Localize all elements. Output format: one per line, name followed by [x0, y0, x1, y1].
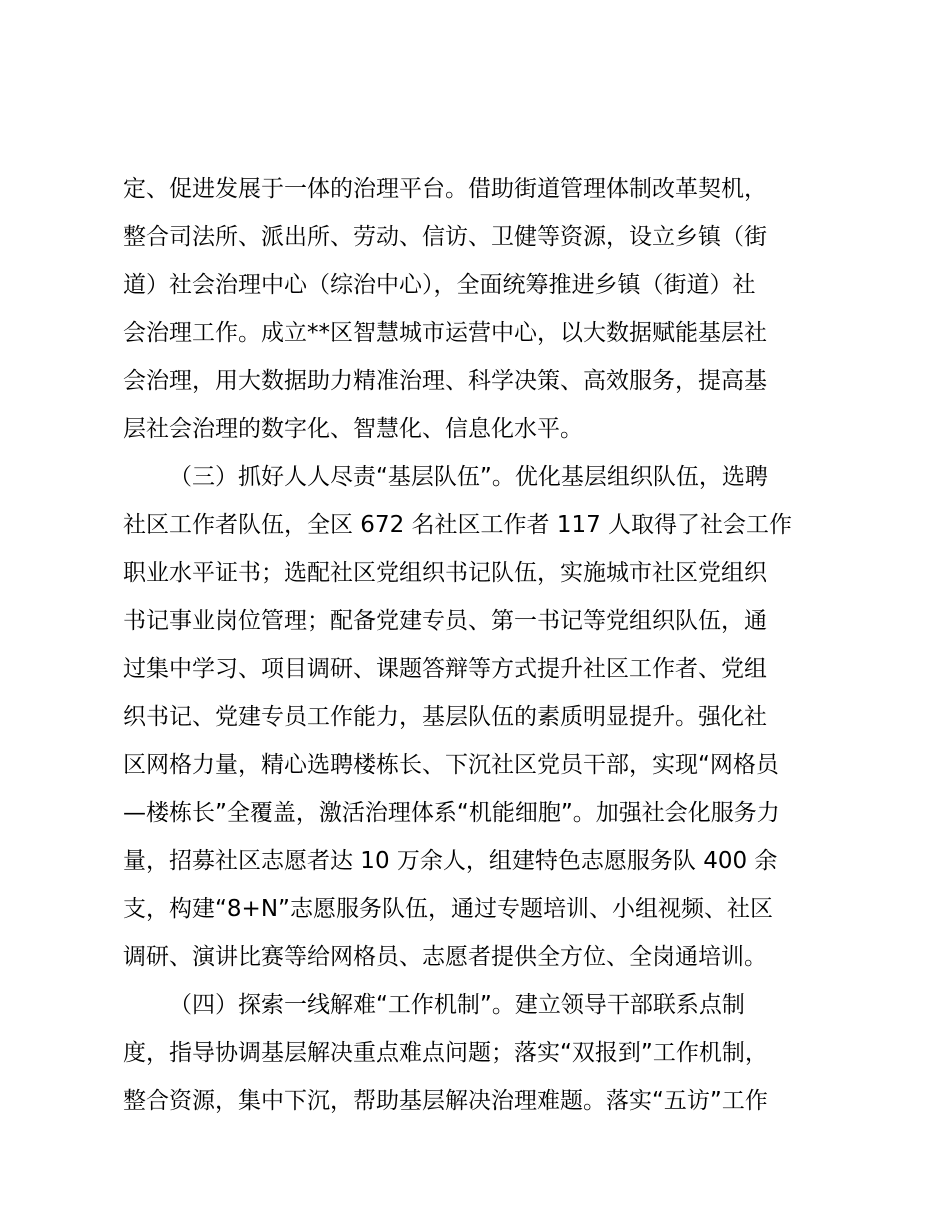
document-body	[123, 165, 838, 1125]
text-line: 会治理，用大数据助力精准治理、科学决策、高效服务，提高基	[123, 368, 767, 394]
text-line: 书记事业岗位管理；配备党建专员、第一书记等党组织队伍，通	[123, 608, 767, 634]
text-line: 定、促进发展于一体的治理平台。借助街道管理体制改革契机，	[123, 176, 767, 202]
text-line: （三）抓好人人尽责“基层队伍”。优化基层组织队伍，选聘	[169, 464, 768, 490]
text-line: 支，构建“8+N”志愿服务队伍，通过专题培训、小组视频、社区	[123, 896, 773, 922]
text-line: 调研、演讲比赛等给网格员、志愿者提供全方位、全岗通培训。	[123, 944, 767, 970]
text-line: 整合资源，集中下沉，帮助基层解决治理难题。落实“五访”工作	[123, 1088, 768, 1114]
text-line: 职业水平证书；选配社区党组织书记队伍，实施城市社区党组织	[123, 560, 767, 586]
text-line: —楼栋长”全覆盖，激活治理体系“机能细胞”。加强社会化服务力	[123, 800, 780, 826]
text-line: 整合司法所、派出所、劳动、信访、卫健等资源，设立乡镇（街	[123, 224, 767, 250]
text-line: 区网格力量，精心选聘楼栋长、下沉社区党员干部，实现“网格员	[123, 752, 779, 778]
text-line: 量，招募社区志愿者达 10 万余人，组建特色志愿服务队 400 余	[123, 848, 778, 874]
text-line: 过集中学习、项目调研、课题答辩等方式提升社区工作者、党组	[123, 656, 767, 682]
text-line: 层社会治理的数字化、智慧化、信息化水平。	[123, 416, 583, 442]
text-line: 道）社会治理中心（综治中心），全面统筹推进乡镇（街道）社	[123, 272, 756, 298]
text-line: （四）探索一线解难“工作机制”。建立领导干部联系点制	[169, 992, 745, 1018]
text-line: 社区工作者队伍，全区 672 名社区工作者 117 人取得了社会工作	[123, 512, 793, 538]
text-line: 织书记、党建专员工作能力，基层队伍的素质明显提升。强化社	[123, 704, 767, 730]
text-line: 度，指导协调基层解决重点难点问题；落实“双报到”工作机制，	[123, 1040, 768, 1066]
text-line: 会治理工作。成立**区智慧城市运营中心，以大数据赋能基层社	[123, 320, 767, 346]
